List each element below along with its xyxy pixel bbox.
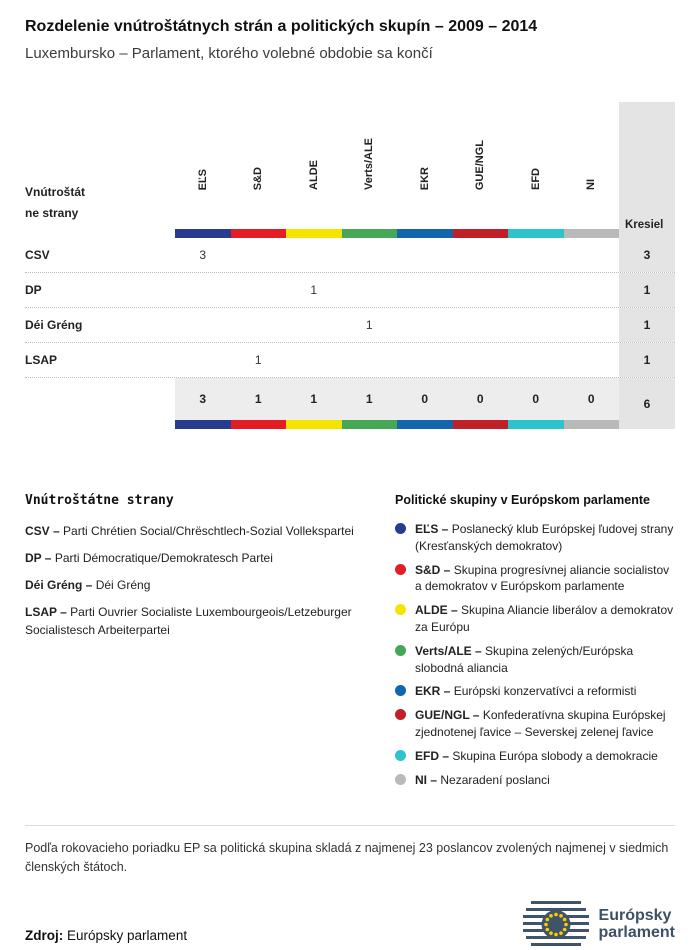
seat-cell [453,308,509,342]
seat-cell: 1 [310,283,318,297]
seat-cell [342,273,398,307]
legend-item-efd [395,748,675,765]
legend-text [415,748,658,765]
totals-value: 1 [254,392,262,406]
legend-text [415,707,675,741]
guengl-color-dot [395,709,406,720]
totals-value: 0 [421,392,429,406]
column-header-vertsale [342,102,398,238]
efd-color-bar [508,420,564,429]
efd-label: EFD [529,168,542,190]
totals-cell-ni [564,378,620,429]
sd-color-bar [231,420,287,429]
seat-cell [453,273,509,307]
party-label: Déi Gréng [25,318,83,332]
legend-item-csv [25,522,373,540]
efd-color-bar [508,229,564,238]
column-header-els [175,102,231,238]
column-header-seats [619,102,675,238]
political-groups-heading: Politické skupiny v Európskom parlamente [395,493,650,507]
legend-desc: Skupina progresívnej aliancie socialistov a demokratov v Európskom parlamente [415,562,670,594]
totals-cell-guengl [453,378,509,429]
guengl-color-bar [453,229,509,238]
totals-value: 1 [365,392,373,406]
seat-cell [342,238,398,272]
totals-cell-vertsale [342,378,398,429]
ekr-color-bar [397,229,453,238]
legend-text [415,562,675,596]
ep-hemicycle-icon [523,901,589,947]
ekr-color-dot [395,685,406,696]
legend-desc: Skupina zelených/Európska slobodná aliancia [415,643,634,675]
legend-item-ni [395,772,675,789]
ekr-color-bar [397,420,453,429]
legend-item-lsap [25,603,373,639]
sd-label: S&D [252,166,265,190]
guengl-color-bar [453,420,509,429]
ni-color-dot [395,774,406,785]
column-header-ni [564,102,620,238]
sd-color-dot [395,564,406,575]
row-seats-total: 1 [619,273,675,307]
els-color-dot [395,523,406,534]
legend-item-guengl [395,707,675,741]
source-label: Zdroj: [25,927,64,943]
column-header-efd [508,102,564,238]
seat-cell [231,273,287,307]
legend-text [415,602,675,636]
els-color-bar [175,420,231,429]
column-header-ekr [397,102,453,238]
seat-cell [231,308,287,342]
legend-abbr: Déi Gréng – [25,578,93,592]
legend-abbr: CSV – [25,524,60,538]
footnote: Podľa rokovacieho poriadku EP sa politická skupina skladá z najmenej 23 poslancov zvolených najmenej v siedmich členských štátoch. [25,841,669,875]
seat-cell [286,238,342,272]
seat-cell [564,273,620,307]
national-parties-heading: Vnútroštátne strany [25,493,174,508]
seats-table [25,102,675,429]
legend-text [415,643,675,677]
legend-abbr: S&D – [415,562,451,577]
vertsale-color-bar [342,229,398,238]
totals-cell-alde [286,378,342,429]
seat-cell [564,238,620,272]
legend-desc: Skupina Aliancie liberálov a demokratov za Európu [415,603,674,634]
seat-cell [397,238,453,272]
legend-desc: Déi Gréng [95,578,151,592]
legends-section [25,493,675,795]
row-seats-total: 1 [619,308,675,342]
footer-divider [25,825,675,826]
ni-label: NI [585,179,598,190]
ep-logo-wordmark [599,907,675,942]
seat-cell [397,273,453,307]
legend-item-sd [395,562,675,596]
legend-text [415,521,675,555]
source-text [25,928,187,947]
guengl-label: GUE/NGL [474,139,487,190]
els-label: EĽS [196,168,209,190]
ep-logo-line2: parlament [598,923,675,941]
party-label: LSAP [25,353,58,367]
totals-value: 0 [532,392,540,406]
legend-abbr: ALDE – [415,603,458,618]
legend-desc: Parti Chrétien Social/Chrëschtlech-Sozial Vollekspartei [63,524,354,538]
totals-cell-els [175,378,231,429]
table-row-csv [25,238,675,273]
seat-cell: 3 [199,248,207,262]
table-header-row [25,102,675,238]
alde-color-bar [286,420,342,429]
legend-abbr: NI – [415,772,438,787]
column-header-sd [231,102,287,238]
seat-cell [175,308,231,342]
legend-abbr: EKR – [415,684,451,699]
legend-item-dei-greng [25,576,373,594]
ni-color-bar [564,420,620,429]
legend-abbr: DP – [25,551,52,565]
legend-desc: Poslanecký klub Európskej ľudovej strany (Kresťanských demokratov) [415,522,674,553]
seats-label: Kresiel [625,219,664,231]
legend-item-dp [25,549,373,567]
legend-abbr: EĽS – [415,522,449,536]
row-header-cell [25,102,175,238]
ep-logo-line1: Európsky [598,906,672,924]
seat-cell: 1 [365,318,373,332]
legend-abbr: EFD – [415,748,450,763]
seat-cell [508,308,564,342]
row-seats-total: 3 [619,238,675,272]
seat-cell [342,343,398,377]
alde-color-dot [395,604,406,615]
els-color-bar [175,229,231,238]
legend-item-vertsale [395,643,675,677]
totals-cell-sd [231,378,287,429]
vertsale-color-dot [395,645,406,656]
seat-cell [286,343,342,377]
source-row [25,901,675,947]
seat-cell [453,238,509,272]
legend-abbr: Verts/ALE – [415,643,482,658]
totals-row [25,378,675,429]
seat-cell [564,308,620,342]
totals-value: 1 [310,392,318,406]
source-value: Európsky parlament [67,927,188,943]
totals-seats-cell: 6 [619,378,675,429]
efd-color-dot [395,750,406,761]
ekr-label: EKR [418,166,431,190]
vertsale-label: Verts/ALE [363,138,376,190]
seat-cell [175,273,231,307]
party-label: DP [25,283,42,297]
totals-cell-ekr [397,378,453,429]
legend-item-ekr [395,683,675,700]
seat-cell [508,273,564,307]
legend-abbr: LSAP – [25,605,67,619]
seat-cell [286,308,342,342]
table-row-dei-greng [25,308,675,343]
legend-text [415,683,636,700]
totals-blank-cell [25,378,175,429]
legend-desc: Nezaradení poslanci [440,772,550,787]
page-subtitle: Luxembursko – Parlament, ktorého volebné obdobie sa končí [25,45,433,62]
totals-value: 0 [476,392,484,406]
alde-color-bar [286,229,342,238]
row-seats-total: 1 [619,343,675,377]
seat-cell [453,343,509,377]
seat-cell [397,343,453,377]
table-row-lsap [25,343,675,378]
row-header-label: Vnútroštátne strany [25,185,85,220]
column-header-guengl [453,102,509,238]
legend-abbr: GUE/NGL – [415,708,480,723]
legend-item-alde [395,602,675,636]
legend-text [415,772,550,789]
vertsale-color-bar [342,420,398,429]
table-row-dp [25,273,675,308]
sd-color-bar [231,229,287,238]
page-title: Rozdelenie vnútroštátnych strán a politických skupín – 2009 – 2014 [25,18,538,35]
political-groups-legend [395,493,675,795]
national-parties-legend [25,493,395,795]
alde-label: ALDE [307,160,320,190]
seat-cell [508,343,564,377]
european-parliament-logo [523,901,675,947]
seat-cell [397,308,453,342]
ni-color-bar [564,229,620,238]
legend-desc: Parti Ouvrier Socialiste Luxembourgeois/Letzeburger Socialistesch Arbeiterpartei [25,605,352,637]
column-header-alde [286,102,342,238]
legend-desc: Skupina Európa slobody a demokracie [452,748,658,763]
totals-value: 0 [587,392,595,406]
legend-desc: Parti Démocratique/Demokratesch Partei [54,551,273,565]
totals-value: 3 [199,392,207,406]
totals-cell-efd [508,378,564,429]
seat-cell [508,238,564,272]
legend-desc: Konfederatívna skupina Európskej zjednotenej ľavice – Severskej zelenej ľavice [415,708,666,739]
seat-cell [231,238,287,272]
seat-cell: 1 [254,353,262,367]
seat-cell [564,343,620,377]
party-label: CSV [25,248,50,262]
seat-cell [175,343,231,377]
legend-desc: Európski konzervatívci a reformisti [453,684,637,699]
legend-item-els [395,521,675,555]
